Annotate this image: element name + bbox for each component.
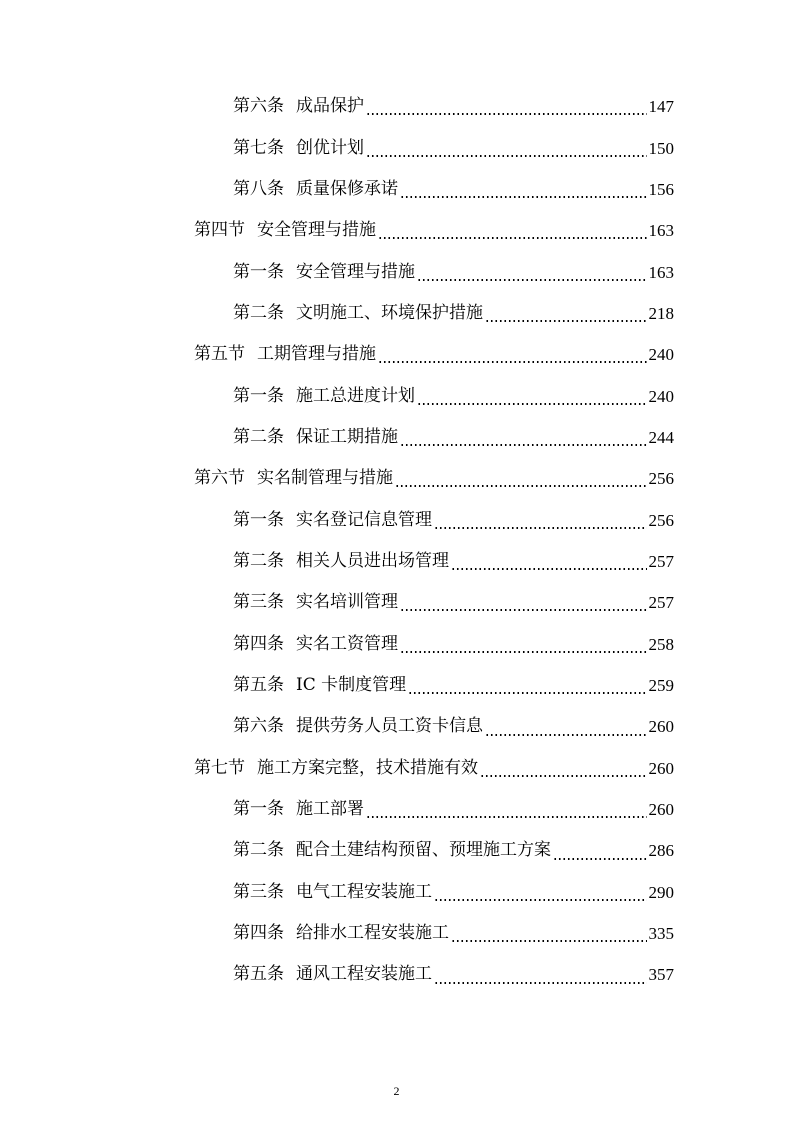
footer-page-number: 2: [393, 1084, 400, 1098]
toc-entry-number: 第六条: [233, 96, 284, 117]
toc-article-row[interactable]: [0, 665, 793, 706]
toc-dot-leader: [378, 361, 647, 363]
toc-entry-title: 给排水工程安装施工: [296, 923, 449, 944]
toc-entry-title: 通风工程安装施工: [296, 964, 432, 985]
toc-entry-title: 施工方案完整，技术措施有效: [257, 757, 478, 778]
toc-article-row[interactable]: [0, 375, 793, 416]
toc-entry-title: 实名培训管理: [296, 592, 398, 613]
toc-dot-leader: [451, 568, 647, 570]
toc-entry-number: 第二条: [233, 426, 284, 447]
toc-entry-number: 第六条: [233, 716, 284, 737]
toc-dot-leader: [378, 237, 647, 239]
toc-article-row[interactable]: [0, 499, 793, 540]
toc-article-row[interactable]: [0, 127, 793, 168]
toc-dot-leader: [400, 196, 647, 198]
toc-entry-title: 创优计划: [296, 137, 364, 158]
toc-dot-leader: [451, 940, 647, 942]
toc-entry-title: 安全管理与措施: [257, 220, 376, 241]
toc-entry-number: 第八条: [233, 178, 284, 199]
toc-entry-title: 电气工程安装施工: [296, 881, 432, 902]
toc-entry-page: 240: [648, 345, 674, 365]
toc-dot-leader: [400, 651, 647, 653]
toc-entry-title: 实名制管理与措施: [257, 468, 393, 489]
toc-entry-title: 实名工资管理: [296, 633, 398, 654]
toc-article-row[interactable]: [0, 830, 793, 871]
toc-entry-title: 保证工期措施: [296, 426, 398, 447]
toc-dot-leader: [400, 609, 647, 611]
toc-entry-number: 第一条: [233, 385, 284, 406]
toc-entry-title: 成品保护: [296, 96, 364, 117]
toc-entry-page: 218: [648, 303, 674, 323]
toc-entry-number: 第五条: [233, 964, 284, 985]
toc-dot-leader: [434, 527, 647, 529]
toc-article-row[interactable]: [0, 623, 793, 664]
toc-entry-page: 256: [648, 469, 674, 489]
toc-entry-number: 第五条: [233, 674, 284, 695]
toc-entry-number: 第四节: [194, 220, 245, 241]
toc-dot-leader: [434, 899, 647, 901]
toc-article-row[interactable]: [0, 293, 793, 334]
toc-entry-number: 第三条: [233, 881, 284, 902]
toc-dot-leader: [366, 113, 647, 115]
toc-entry-number: 第六节: [194, 468, 245, 489]
toc-entry-page: 290: [648, 882, 674, 902]
table-of-contents: [0, 86, 793, 996]
toc-entry-title: 提供劳务人员工资卡信息: [296, 716, 483, 737]
toc-entry-page: 259: [648, 675, 674, 695]
toc-entry-page: 240: [648, 386, 674, 406]
toc-entry-title: 工期管理与措施: [257, 344, 376, 365]
toc-entry-number: 第一条: [233, 261, 284, 282]
toc-article-row[interactable]: [0, 872, 793, 913]
toc-dot-leader: [434, 982, 647, 984]
toc-entry-page: 357: [648, 965, 674, 985]
toc-dot-leader: [408, 692, 646, 694]
toc-dot-leader: [485, 734, 647, 736]
toc-dot-leader: [400, 444, 647, 446]
toc-entry-title: 安全管理与措施: [296, 261, 415, 282]
toc-article-row[interactable]: [0, 169, 793, 210]
toc-entry-title: IC 卡制度管理: [296, 674, 407, 695]
toc-entry-number: 第四条: [233, 633, 284, 654]
toc-entry-page: 260: [648, 800, 674, 820]
toc-entry-number: 第二条: [233, 550, 284, 571]
toc-section-row[interactable]: [0, 210, 793, 251]
toc-article-row[interactable]: [0, 541, 793, 582]
toc-entry-number: 第四条: [233, 923, 284, 944]
toc-article-row[interactable]: [0, 582, 793, 623]
toc-entry-page: 156: [648, 179, 674, 199]
toc-entry-page: 244: [648, 427, 674, 447]
toc-dot-leader: [480, 775, 647, 777]
toc-article-row[interactable]: [0, 417, 793, 458]
toc-entry-title: 相关人员进出场管理: [296, 550, 449, 571]
toc-entry-number: 第一条: [233, 799, 284, 820]
toc-entry-page: 163: [648, 221, 674, 241]
toc-article-row[interactable]: [0, 706, 793, 747]
toc-section-row[interactable]: [0, 458, 793, 499]
toc-entry-number: 第二条: [233, 840, 284, 861]
toc-dot-leader: [417, 279, 647, 281]
toc-entry-page: 260: [648, 717, 674, 737]
toc-article-row[interactable]: [0, 789, 793, 830]
toc-section-row[interactable]: [0, 334, 793, 375]
toc-entry-page: 260: [648, 758, 674, 778]
toc-entry-page: 335: [648, 924, 674, 944]
toc-dot-leader: [366, 155, 647, 157]
toc-entry-page: 257: [648, 551, 674, 571]
toc-entry-number: 第三条: [233, 592, 284, 613]
toc-dot-leader: [485, 320, 647, 322]
toc-entry-title: 施工总进度计划: [296, 385, 415, 406]
toc-entry-number: 第七条: [233, 137, 284, 158]
toc-entry-number: 第一条: [233, 509, 284, 530]
toc-article-row[interactable]: [0, 251, 793, 292]
toc-entry-page: 150: [648, 138, 674, 158]
toc-entry-number: 第七节: [194, 757, 245, 778]
toc-entry-page: 163: [648, 262, 674, 282]
toc-section-row[interactable]: [0, 748, 793, 789]
toc-article-row[interactable]: [0, 954, 793, 995]
toc-entry-page: 256: [648, 510, 674, 530]
toc-entry-page: 258: [648, 634, 674, 654]
toc-entry-number: 第二条: [233, 302, 284, 323]
toc-entry-title: 施工部署: [296, 799, 364, 820]
toc-entry-title: 实名登记信息管理: [296, 509, 432, 530]
toc-entry-page: 257: [648, 593, 674, 613]
toc-dot-leader: [417, 403, 647, 405]
toc-entry-page: 147: [648, 97, 674, 117]
toc-article-row[interactable]: [0, 86, 793, 127]
toc-dot-leader: [366, 816, 647, 818]
toc-entry-title: 配合土建结构预留、预埋施工方案: [296, 840, 551, 861]
toc-dot-leader: [553, 858, 647, 860]
toc-entry-title: 文明施工、环境保护措施: [296, 302, 483, 323]
toc-article-row[interactable]: [0, 913, 793, 954]
toc-dot-leader: [395, 485, 647, 487]
toc-entry-title: 质量保修承诺: [296, 178, 398, 199]
toc-entry-number: 第五节: [194, 344, 245, 365]
toc-entry-page: 286: [648, 841, 674, 861]
